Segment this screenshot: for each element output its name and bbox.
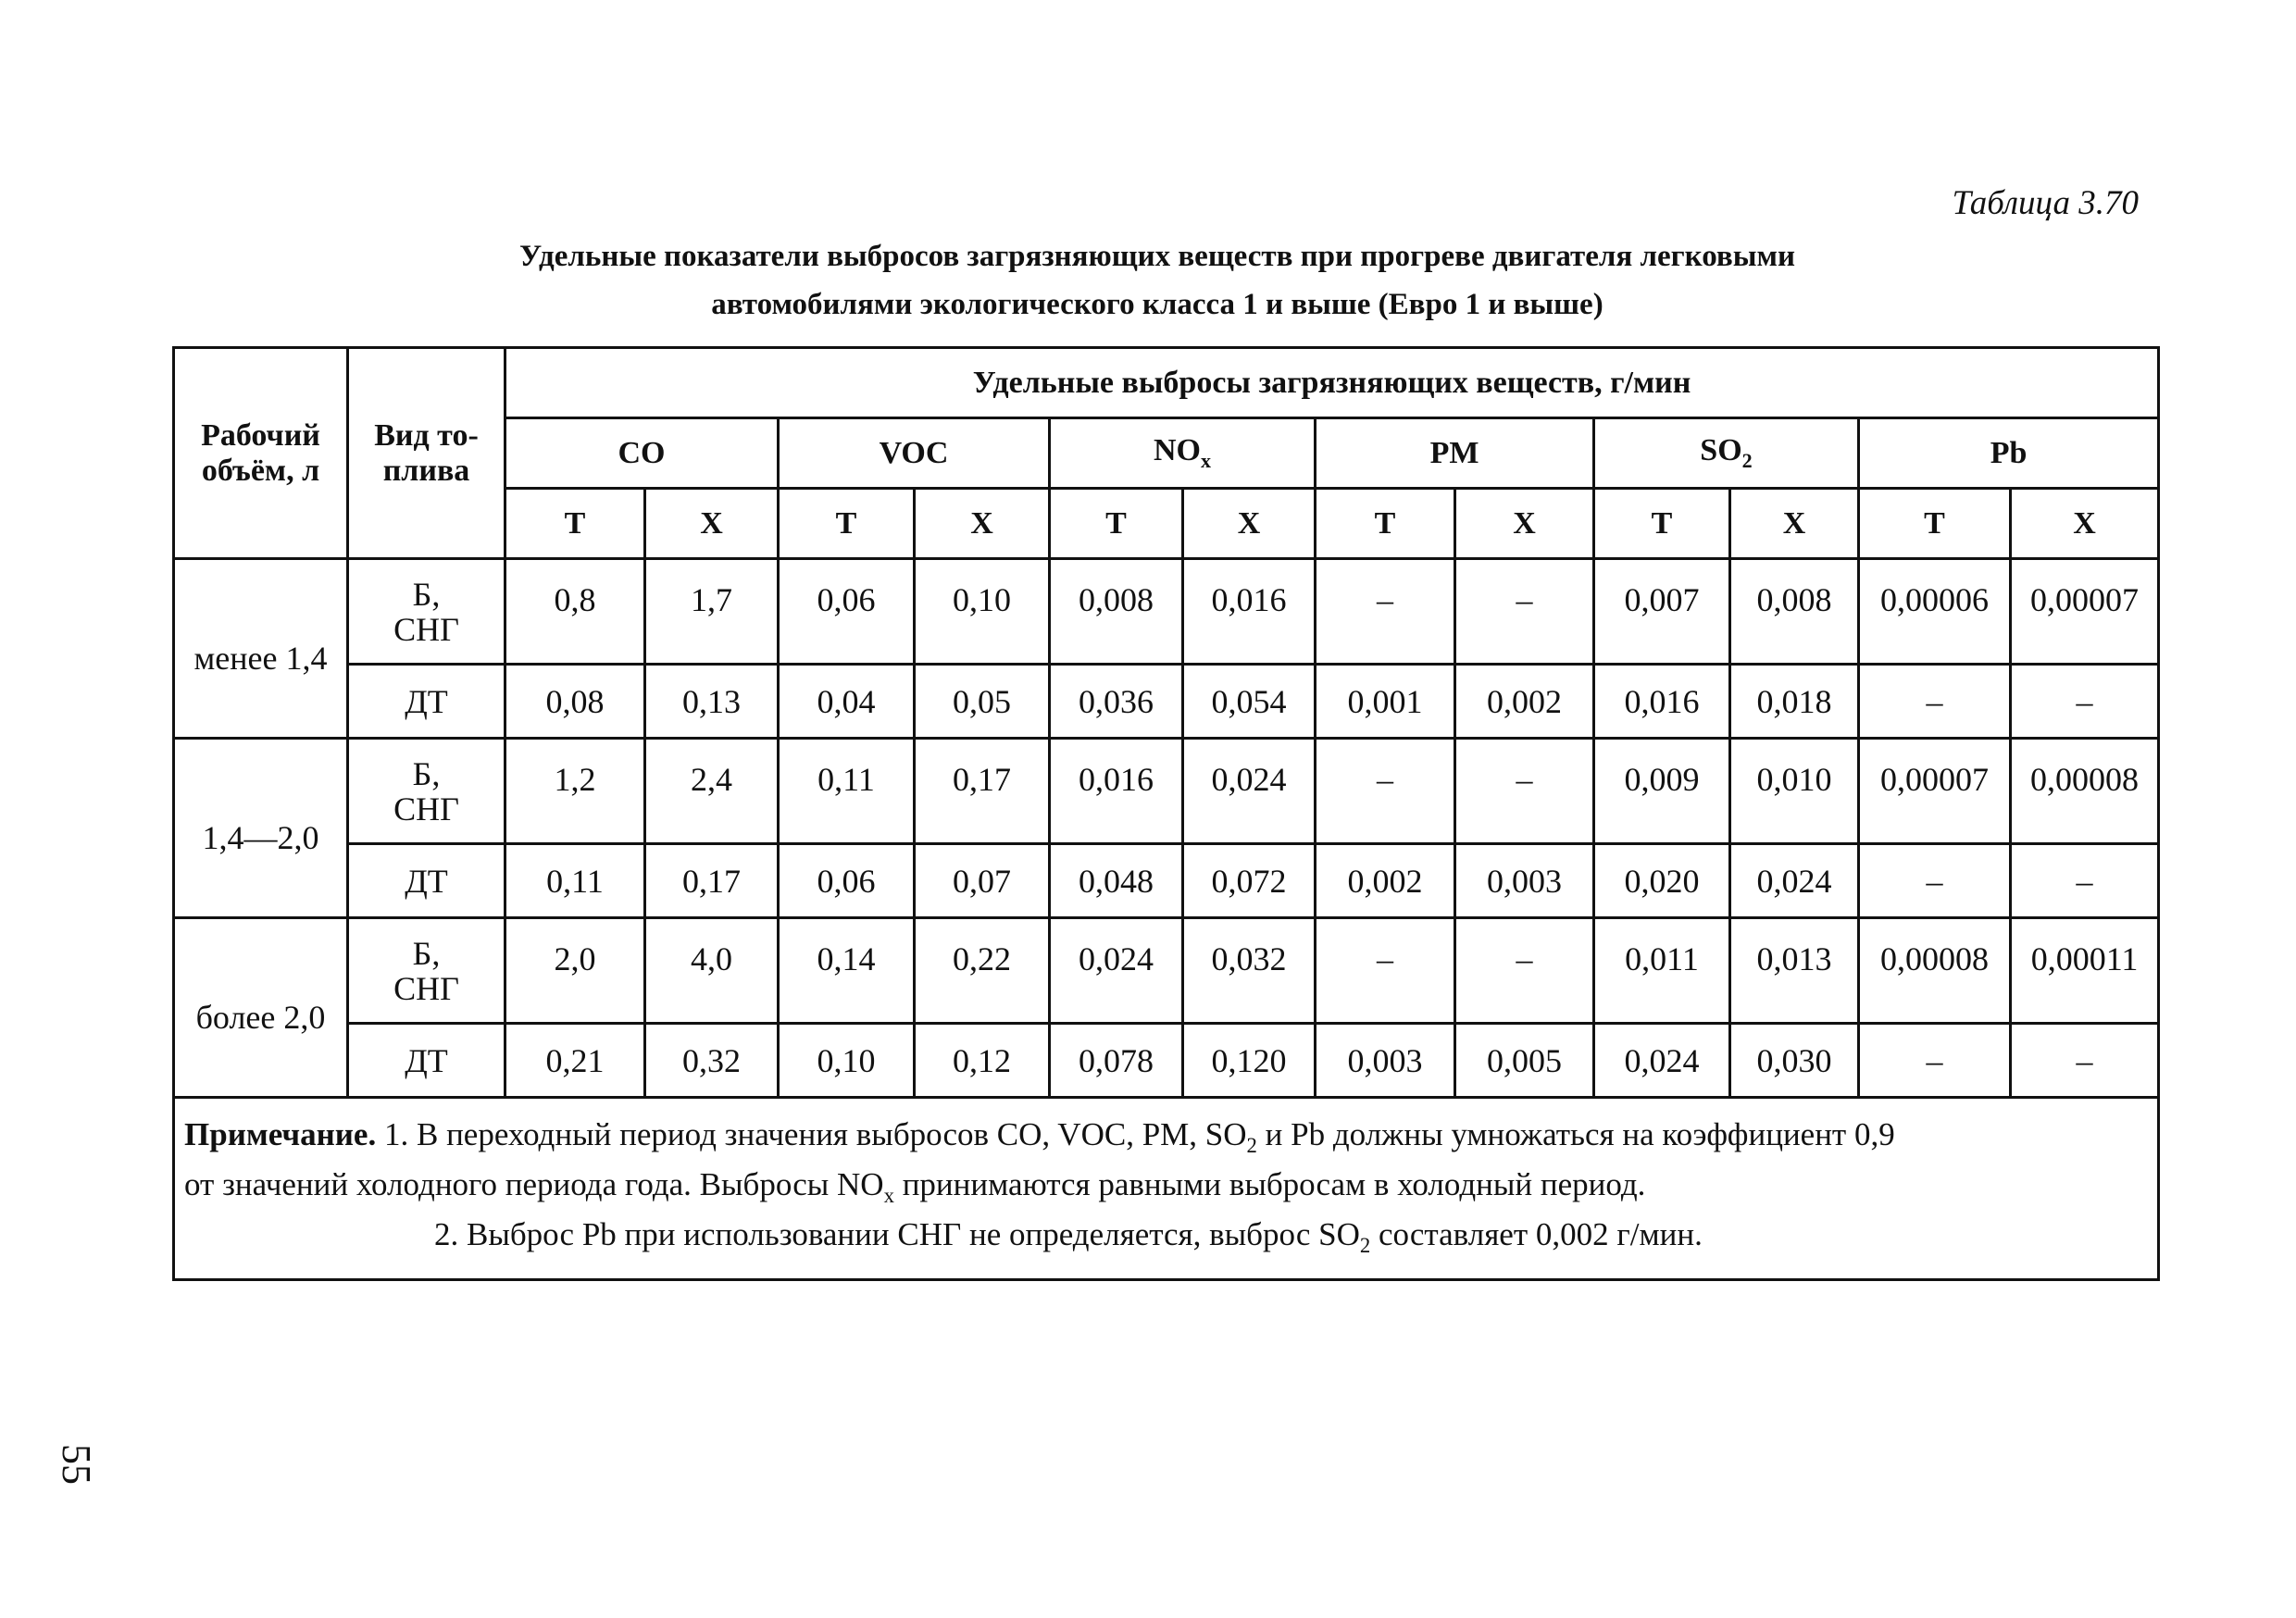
value-cell: 0,10: [779, 1024, 915, 1098]
value-cell: –: [1455, 918, 1594, 1024]
value-cell: 2,0: [505, 918, 645, 1024]
header-period-warm: Т: [1859, 489, 2011, 559]
header-period-warm: Т: [1316, 489, 1455, 559]
header-substance: [1859, 418, 2159, 489]
value-cell: 0,024: [1050, 918, 1183, 1024]
header-period-cold: Х: [1183, 489, 1316, 559]
header-substance: [1316, 418, 1594, 489]
value-cell: 0,020: [1594, 844, 1730, 918]
value-cell: –: [1316, 559, 1455, 665]
volume-cell: более 2,0: [174, 918, 348, 1098]
value-cell: 2,4: [645, 739, 779, 844]
value-cell: 0,00008: [2011, 739, 2159, 844]
value-cell: –: [1859, 665, 2011, 739]
substance-subscript: x: [1200, 448, 1212, 472]
value-cell: 0,06: [779, 559, 915, 665]
value-cell: 0,05: [915, 665, 1050, 739]
volume-cell: 1,4—2,0: [174, 739, 348, 918]
note-text: составляет 0,002 г/мин.: [1370, 1216, 1703, 1252]
fuel-cell: Б, СНГ: [348, 739, 505, 844]
value-cell: 0,00007: [1859, 739, 2011, 844]
header-substance: [505, 418, 779, 489]
note-text: 2. Выброс Pb при использовании СНГ не определяется, выброс SO: [434, 1216, 1360, 1252]
value-cell: 0,007: [1594, 559, 1730, 665]
value-cell: 0,32: [645, 1024, 779, 1098]
note-cell: [174, 1098, 2159, 1280]
value-cell: 0,120: [1183, 1024, 1316, 1098]
value-cell: –: [1316, 739, 1455, 844]
value-cell: 0,013: [1730, 918, 1859, 1024]
value-cell: 0,018: [1730, 665, 1859, 739]
value-cell: –: [2011, 1024, 2159, 1098]
header-period-warm: Т: [779, 489, 915, 559]
value-cell: 0,024: [1183, 739, 1316, 844]
value-cell: –: [1455, 739, 1594, 844]
value-cell: –: [1316, 918, 1455, 1024]
value-cell: 0,009: [1594, 739, 1730, 844]
note-subscript: 2: [1246, 1134, 1257, 1157]
header-emissions: Удельные выбросы загрязняющих веществ, г/мин: [505, 348, 2159, 418]
value-cell: 0,17: [915, 739, 1050, 844]
substance-name: SO: [1700, 433, 1742, 468]
note-text: и Pb должны умножаться на коэффициент 0,9: [1256, 1116, 1895, 1152]
value-cell: 0,016: [1183, 559, 1316, 665]
value-cell: –: [1859, 1024, 2011, 1098]
value-cell: 0,12: [915, 1024, 1050, 1098]
substance-name: NO: [1153, 433, 1201, 468]
substance-name: CO: [618, 435, 666, 470]
value-cell: –: [2011, 844, 2159, 918]
value-cell: 0,032: [1183, 918, 1316, 1024]
table-row: [174, 1024, 2159, 1098]
table-row: [174, 559, 2159, 665]
note-label: Примечание.: [184, 1116, 377, 1152]
table-title-line1: Удельные показатели выбросов загрязняющих веществ при прогреве двигателя легковыми: [519, 240, 1795, 273]
header-substance: [1050, 418, 1316, 489]
fuel-cell: Б, СНГ: [348, 559, 505, 665]
value-cell: 0,072: [1183, 844, 1316, 918]
value-cell: 0,00007: [2011, 559, 2159, 665]
value-cell: 0,078: [1050, 1024, 1183, 1098]
fuel-cell: ДТ: [348, 665, 505, 739]
value-cell: –: [2011, 665, 2159, 739]
value-cell: 0,21: [505, 1024, 645, 1098]
value-cell: 0,024: [1594, 1024, 1730, 1098]
value-cell: 0,06: [779, 844, 915, 918]
header-period-warm: Т: [1594, 489, 1730, 559]
note-text: 1. В переходный период значения выбросов CO, VOC, PM, SO: [376, 1116, 1247, 1152]
value-cell: 0,00008: [1859, 918, 2011, 1024]
value-cell: 0,8: [505, 559, 645, 665]
note-row: [174, 1098, 2159, 1280]
header-period-cold: Х: [1730, 489, 1859, 559]
header-substance: [779, 418, 1050, 489]
value-cell: 0,11: [505, 844, 645, 918]
value-cell: 0,07: [915, 844, 1050, 918]
value-cell: 1,7: [645, 559, 779, 665]
note-subscript: 2: [1359, 1234, 1371, 1257]
value-cell: 0,048: [1050, 844, 1183, 918]
fuel-cell: ДТ: [348, 844, 505, 918]
table-title-line2: автомобилями экологического класса 1 и выше (Евро 1 и выше): [711, 288, 1603, 321]
value-cell: 0,036: [1050, 665, 1183, 739]
note-subscript: x: [883, 1184, 894, 1207]
header-substance: [1594, 418, 1859, 489]
table-number-label: Таблица 3.70: [1952, 184, 2139, 222]
value-cell: 0,13: [645, 665, 779, 739]
header-period-cold: Х: [1455, 489, 1594, 559]
substance-name: VOC: [879, 435, 949, 470]
value-cell: 0,030: [1730, 1024, 1859, 1098]
value-cell: 0,10: [915, 559, 1050, 665]
substance-name: Pb: [1990, 435, 2028, 470]
volume-cell: менее 1,4: [174, 559, 348, 739]
value-cell: –: [1455, 559, 1594, 665]
value-cell: 1,2: [505, 739, 645, 844]
value-cell: 0,008: [1730, 559, 1859, 665]
emissions-table: [172, 346, 2160, 1281]
fuel-cell: ДТ: [348, 1024, 505, 1098]
value-cell: 0,002: [1455, 665, 1594, 739]
header-row-1: [174, 348, 2159, 418]
header-period-cold: Х: [2011, 489, 2159, 559]
value-cell: 0,00006: [1859, 559, 2011, 665]
value-cell: 0,054: [1183, 665, 1316, 739]
value-cell: 0,17: [645, 844, 779, 918]
value-cell: –: [1859, 844, 2011, 918]
value-cell: 0,14: [779, 918, 915, 1024]
value-cell: 0,002: [1316, 844, 1455, 918]
value-cell: 0,00011: [2011, 918, 2159, 1024]
table-row: [174, 739, 2159, 844]
value-cell: 4,0: [645, 918, 779, 1024]
value-cell: 0,04: [779, 665, 915, 739]
value-cell: 0,003: [1455, 844, 1594, 918]
value-cell: 0,010: [1730, 739, 1859, 844]
value-cell: 0,005: [1455, 1024, 1594, 1098]
substance-name: PM: [1429, 435, 1479, 470]
substance-subscript: 2: [1741, 448, 1753, 472]
header-period-cold: Х: [645, 489, 779, 559]
page-number: 55: [54, 1444, 99, 1485]
note-text: принимаются равными выбросам в холодный период.: [893, 1166, 1646, 1202]
table-row: [174, 665, 2159, 739]
header-fuel: Вид то-плива: [348, 348, 505, 559]
value-cell: 0,008: [1050, 559, 1183, 665]
value-cell: 0,003: [1316, 1024, 1455, 1098]
value-cell: 0,024: [1730, 844, 1859, 918]
header-period-warm: Т: [505, 489, 645, 559]
table-row: [174, 918, 2159, 1024]
value-cell: 0,016: [1594, 665, 1730, 739]
value-cell: 0,08: [505, 665, 645, 739]
value-cell: 0,016: [1050, 739, 1183, 844]
header-period-warm: Т: [1050, 489, 1183, 559]
value-cell: 0,011: [1594, 918, 1730, 1024]
header-volume: Рабочий объём, л: [174, 348, 348, 559]
fuel-cell: Б, СНГ: [348, 918, 505, 1024]
header-period-cold: Х: [915, 489, 1050, 559]
value-cell: 0,001: [1316, 665, 1455, 739]
value-cell: 0,22: [915, 918, 1050, 1024]
table-row: [174, 844, 2159, 918]
value-cell: 0,11: [779, 739, 915, 844]
note-text: от значений холодного периода года. Выбросы NO: [184, 1166, 884, 1202]
